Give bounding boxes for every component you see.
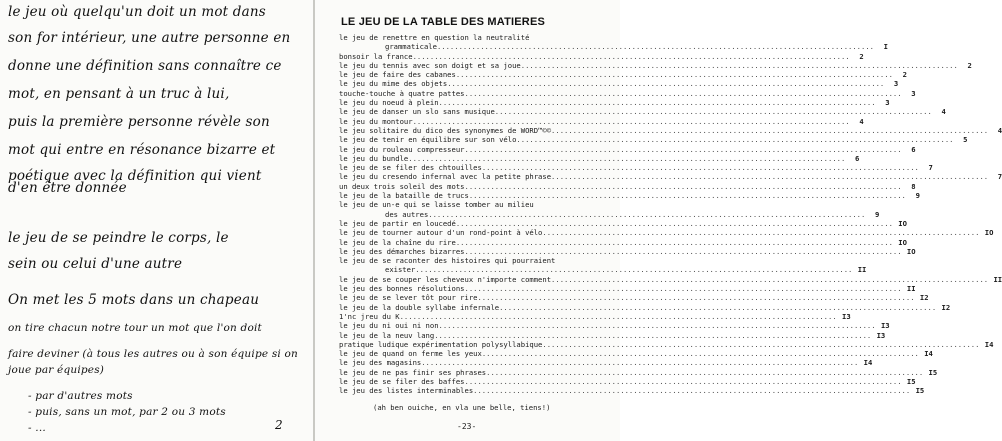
toc-entry-title: le jeu des magasins xyxy=(339,358,422,368)
toc-entry xyxy=(339,144,916,154)
toc-entry xyxy=(339,172,1002,182)
toc-entry-page: II xyxy=(906,284,916,294)
toc-leader-dots xyxy=(482,163,919,172)
toc-entry-title: le jeu du bundle xyxy=(339,153,409,163)
toc-entry-page: I5 xyxy=(906,376,916,386)
toc-leader-dots xyxy=(456,238,893,247)
toc-leader-dots xyxy=(551,275,988,284)
handwritten-line: - ... xyxy=(28,422,46,434)
toc-entry-title: le jeu de se raconter des histoires qui pourraient xyxy=(339,256,556,266)
toc-entry-title: le jeu de la bataille de trucs xyxy=(339,191,469,201)
toc-entry-page: I3 xyxy=(876,330,886,340)
toc-entry-page: 6 xyxy=(911,144,916,154)
toc-leader-dots xyxy=(542,228,979,237)
toc-entry-title: le jeu de la neuv lang xyxy=(339,330,435,340)
handwritten-line: On met les 5 mots dans un chapeau xyxy=(8,292,260,308)
toc-leader-dots xyxy=(521,61,958,70)
toc-entry xyxy=(339,349,933,359)
toc-leader-dots xyxy=(499,303,936,312)
toc-leader-dots xyxy=(469,191,906,200)
toc-entry xyxy=(339,246,916,256)
toc-entry-page: 2 xyxy=(859,51,864,61)
toc-entry-title: 1'nc jreu du K xyxy=(339,311,400,321)
toc-entry-title: le jeu de se couper les cheveux n'importe comment xyxy=(339,274,552,284)
toc-entry xyxy=(339,125,1002,135)
toc-entry-title: le jeu de faire des cabanes xyxy=(339,70,456,80)
toc-entry-title: le jeu de la double syllabe infernale xyxy=(339,302,500,312)
toc-entry-title: le jeu de tourner autour d'un rond-point à vélo xyxy=(339,228,543,238)
toc-leader-dots xyxy=(437,42,874,51)
toc-list xyxy=(339,33,1002,396)
toc-entry-page: 6 xyxy=(854,153,860,163)
handwritten-page xyxy=(0,0,313,441)
toc-entry-title: le jeu du tennis avec son doigt et sa joue xyxy=(339,60,521,70)
toc-entry-page: I xyxy=(883,42,888,52)
toc-entry-title: le jeu du rouleau compresseur xyxy=(339,144,465,154)
toc-leader-dots xyxy=(415,265,852,274)
toc-entry-title: le jeu du mime des objets xyxy=(339,79,448,89)
toc-entry-page: I4 xyxy=(984,339,994,349)
toc-entry xyxy=(339,135,968,145)
toc-entry xyxy=(339,88,916,98)
toc-footer-note: (ah ben ouiche, en vla une belle, tiens!) xyxy=(373,403,551,412)
toc-entry xyxy=(339,70,907,80)
toc-entry-title: des autres xyxy=(385,209,429,219)
toc-leader-dots xyxy=(477,293,914,302)
toc-entry-title: le jeu de la chaîne du rire xyxy=(339,237,456,247)
toc-entry-page: I4 xyxy=(924,349,933,359)
toc-leader-dots xyxy=(408,154,845,163)
toc-entry xyxy=(339,339,994,349)
toc-leader-dots xyxy=(542,340,979,349)
toc-leader-dots xyxy=(434,331,871,340)
toc-entry xyxy=(339,42,888,52)
toc-entry xyxy=(339,33,619,42)
toc-entry-page: I3 xyxy=(842,311,851,321)
toc-leader-dots xyxy=(516,135,953,144)
handwritten-line: mot, en pensant à un truc à lui, xyxy=(8,86,230,102)
toc-leader-dots xyxy=(551,126,988,135)
toc-entry-title: le jeu de un-e qui se laisse tomber au milieu xyxy=(339,200,534,210)
toc-entry xyxy=(339,191,920,201)
toc-leader-dots xyxy=(421,358,858,367)
toc-entry-page: 7 xyxy=(997,172,1002,182)
toc-leader-dots xyxy=(482,349,919,358)
toc-leader-dots xyxy=(456,219,893,228)
toc-entry-page: 5 xyxy=(963,135,968,145)
toc-entry xyxy=(339,265,867,275)
toc-leader-dots xyxy=(413,117,850,126)
toc-entry xyxy=(339,321,890,331)
toc-entry-title: exister xyxy=(385,265,416,275)
toc-leader-dots xyxy=(465,377,902,386)
toc-entry xyxy=(339,116,864,126)
toc-entry xyxy=(339,302,951,312)
toc-entry-page: II xyxy=(857,265,867,275)
toc-entry xyxy=(339,218,907,228)
toc-entry xyxy=(339,293,929,303)
toc-entry-page: IO xyxy=(898,237,907,247)
handwritten-line: donne une définition sans connaître ce xyxy=(8,58,282,74)
toc-entry-page: IO xyxy=(906,246,916,256)
toc-leader-dots xyxy=(495,107,932,116)
toc-entry xyxy=(339,79,899,89)
toc-entry xyxy=(339,153,860,163)
toc-leader-dots xyxy=(465,145,902,154)
toc-entry-page: I5 xyxy=(915,386,925,396)
handwritten-line: puis la première personne révèle son xyxy=(8,114,270,130)
page-number: 2 xyxy=(275,418,283,432)
toc-entry-title: pratique ludique expérimentation polysyllabique xyxy=(339,339,543,349)
handwritten-line: poétique avec la définition qui vient xyxy=(8,168,262,184)
toc-entry xyxy=(339,386,925,396)
toc-entry-page: I3 xyxy=(880,321,890,331)
handwritten-line: son for intérieur, une autre personne en xyxy=(8,30,291,46)
toc-entry xyxy=(339,237,907,247)
handwritten-line: joue par équipes) xyxy=(8,364,105,376)
toc-entry-title: le jeu du montour xyxy=(339,116,413,126)
toc-entry xyxy=(339,330,886,340)
toc-entry-title: le jeu de renettre en question la neutralité xyxy=(339,33,530,42)
handwritten-line: mot qui entre en résonance bizarre et xyxy=(8,142,276,158)
toc-entry-title: le jeu du cresendo infernal avec la petite phrase xyxy=(339,172,552,182)
handwritten-line: on tire chacun notre tour un mot que l'on doit xyxy=(8,322,262,334)
page-number: -23- xyxy=(457,422,477,431)
toc-entry xyxy=(339,181,916,191)
toc-leader-dots xyxy=(465,247,902,256)
toc-entry-title: le jeu de se filer des baffes xyxy=(339,376,465,386)
toc-entry-title: un deux trois soleil des mots xyxy=(339,181,465,191)
toc-entry xyxy=(339,256,619,265)
toc-entry xyxy=(339,367,938,377)
toc-leader-dots xyxy=(465,182,902,191)
handwritten-line: sein ou celui d'une autre xyxy=(8,256,183,272)
toc-entry-page: I4 xyxy=(863,358,873,368)
toc-entry-page: 3 xyxy=(911,88,916,98)
toc-entry-page: 4 xyxy=(859,116,864,126)
toc-entry-page: 2 xyxy=(967,60,972,70)
toc-entry xyxy=(339,284,916,294)
toc-entry-page: 3 xyxy=(893,79,899,89)
toc-entry-page: IO xyxy=(984,228,994,238)
handwritten-line: faire deviner (à tous les autres ou à son équipe si on xyxy=(8,348,298,360)
toc-leader-dots xyxy=(551,172,988,181)
toc-entry-page: 9 xyxy=(915,191,920,201)
toc-entry-title: le jeu des bonnes résolutions xyxy=(339,284,465,294)
toc-entry-title: grammaticale xyxy=(385,42,437,52)
toc-entry xyxy=(339,60,972,70)
toc-entry xyxy=(339,311,851,321)
toc-entry-page: 4 xyxy=(997,125,1002,135)
toc-entry-page: I2 xyxy=(919,293,929,303)
toc-entry-page: 9 xyxy=(875,209,880,219)
toc-leader-dots xyxy=(486,368,923,377)
toc-entry-title: le jeu de partir en loucedé xyxy=(339,218,456,228)
toc-entry-title: le jeu de danser un slo sans musique xyxy=(339,107,495,117)
toc-entry-page: 4 xyxy=(941,107,946,117)
toc-entry-title: le jeu de se filer des chtouilles xyxy=(339,163,482,173)
toc-leader-dots xyxy=(413,52,850,61)
toc-entry-page: 3 xyxy=(885,98,890,108)
toc-entry xyxy=(339,209,880,219)
toc-entry-page: 7 xyxy=(928,163,933,173)
toc-leader-dots xyxy=(400,312,837,321)
toc-leader-dots xyxy=(428,210,865,219)
toc-entry-title: touche-touche à quatre pattes xyxy=(339,88,465,98)
toc-entry xyxy=(339,376,916,386)
handwritten-line: d'en être donnée xyxy=(8,180,127,196)
toc-leader-dots xyxy=(439,98,876,107)
toc-entry-page: I2 xyxy=(941,302,951,312)
toc-entry xyxy=(339,274,1002,284)
toc-entry-title: le jeu des démarches bizarres xyxy=(339,246,465,256)
toc-entry xyxy=(339,358,873,368)
toc-entry xyxy=(339,228,994,238)
toc-leader-dots xyxy=(456,70,893,79)
toc-leader-dots xyxy=(439,321,876,330)
toc-entry-title: le jeu de se lever tôt pour rire xyxy=(339,293,478,303)
page-title: LE JEU DE LA TABLE DES MATIERES xyxy=(341,16,546,28)
toc-entry-page: II xyxy=(993,274,1002,284)
toc-entry-title: le jeu du noeud à plein xyxy=(339,98,439,108)
toc-leader-dots xyxy=(465,284,902,293)
toc-entry xyxy=(339,107,946,117)
table-of-contents-page xyxy=(315,0,1002,441)
toc-entry-title: le jeu solitaire du dico des synonymes de WORD™©© xyxy=(339,125,552,135)
toc-leader-dots xyxy=(465,89,902,98)
toc-entry-title: le jeu des listes interminables xyxy=(339,386,474,396)
toc-entry-page: 2 xyxy=(902,70,907,80)
toc-entry xyxy=(339,200,619,209)
handwritten-line: - par d'autres mots xyxy=(28,390,133,402)
toc-entry-title: bonsoir la france xyxy=(339,51,413,61)
handwritten-line: le jeu de se peindre le corps, le xyxy=(8,230,229,246)
toc-entry-title: le jeu de quand on ferme les yeux xyxy=(339,349,482,359)
handwritten-line: le jeu où quelqu'un doit un mot dans xyxy=(8,4,266,20)
toc-entry-title: le jeu du ni oui ni non xyxy=(339,321,439,331)
toc-entry-page: 8 xyxy=(911,181,916,191)
toc-entry xyxy=(339,163,933,173)
toc-leader-dots xyxy=(447,79,884,88)
toc-leader-dots xyxy=(473,386,910,395)
toc-entry xyxy=(339,98,890,108)
toc-entry-page: I5 xyxy=(928,367,938,377)
toc-entry-page: IO xyxy=(898,218,907,228)
handwritten-line: - puis, sans un mot, par 2 ou 3 mots xyxy=(28,406,226,418)
toc-entry-title: le jeu de tenir en équilibre sur son vélo xyxy=(339,135,517,145)
toc-entry-title: le jeu de ne pas finir ses phrases xyxy=(339,367,487,377)
toc-entry xyxy=(339,51,864,61)
